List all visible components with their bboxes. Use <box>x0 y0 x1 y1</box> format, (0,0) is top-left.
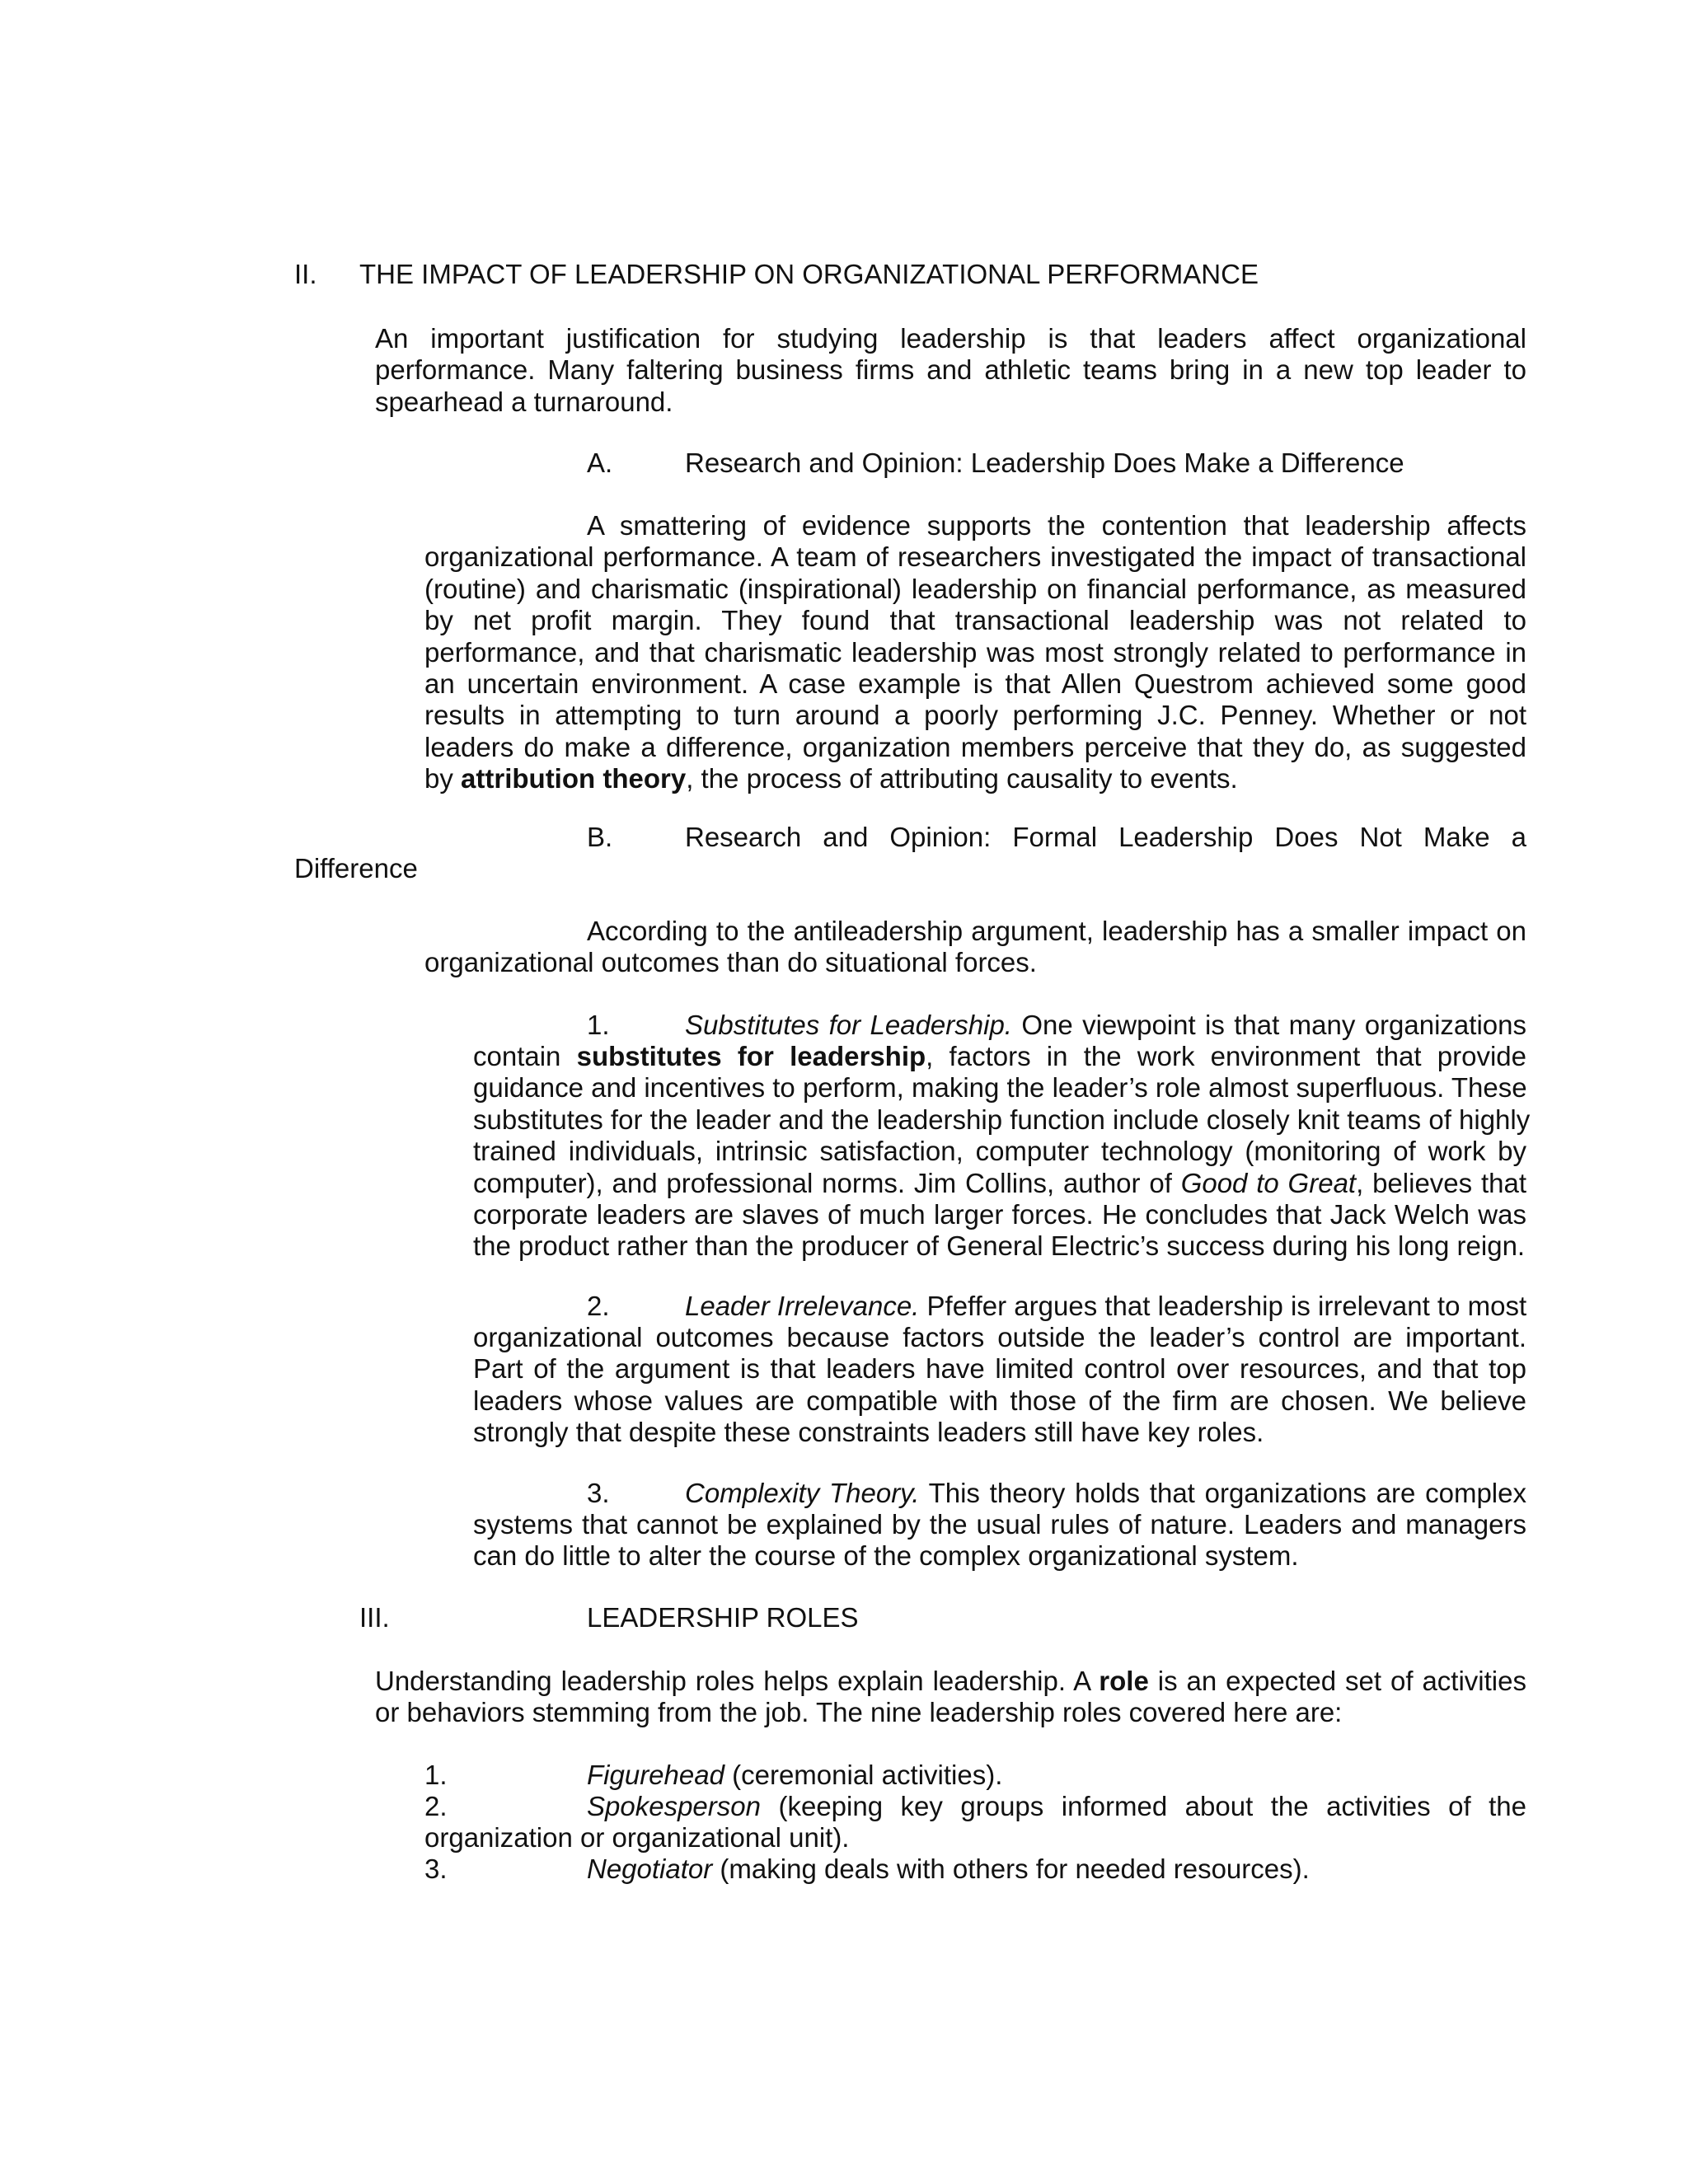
item-3-num: 3. <box>587 1478 610 1508</box>
item-1-first-line: Substitutes for Leadership. One viewpoint is that many organizations <box>685 1010 1526 1040</box>
item-3-first-line: Complexity Theory. This theory holds that organizations are complex <box>685 1478 1526 1508</box>
term-attribution-theory: attribution theory <box>461 763 687 794</box>
para-line: leaders do make a difference, organization members perceive that they do, as suggested <box>424 731 1526 762</box>
intro-line: performance. Many faltering business firms and athletic teams bring in a new top leader to <box>375 354 1526 386</box>
section-iii-numeral: III. <box>359 1602 390 1633</box>
term-substitutes-for-leadership: substitutes for leadership <box>576 1041 926 1071</box>
para-line: (routine) and charismatic (inspirational) leadership on financial performance, as measured <box>424 573 1526 604</box>
item-1-num: 1. <box>587 1010 610 1040</box>
role-2-name: Spokesperson <box>587 1791 761 1821</box>
section-iii-heading: LEADERSHIP ROLES <box>587 1602 859 1633</box>
section-iii-intro: Understanding leadership roles helps explain leadership. A role is an expected set of activities or behaviors stemming from the job. The nine leadership roles covered here are: <box>375 1666 1526 1728</box>
para-line: by attribution theory, the process of attributing causality to events. <box>424 763 1238 794</box>
role-2-num: 2. <box>424 1791 448 1821</box>
para-line: organizational performance. A team of researchers investigated the impact of transactional <box>424 541 1526 573</box>
sub-b-paragraph <box>424 916 1526 979</box>
para-line: performance, and that charismatic leadership was most strongly related to performance in <box>424 636 1526 668</box>
intro-line: An important justification for studying leadership is that leaders affect organizational <box>375 323 1526 354</box>
section-ii-intro <box>375 323 1526 418</box>
para-line: results in attempting to turn around a poorly performing J.C. Penney. Whether or not <box>424 700 1526 731</box>
item-2-num: 2. <box>587 1291 610 1321</box>
item-3-title: Complexity Theory. <box>685 1478 920 1508</box>
item-1-title: Substitutes for Leadership. <box>685 1010 1012 1040</box>
sub-a-paragraph <box>424 510 1526 795</box>
role-2-text: Spokesperson (keeping key groups informed about the activities of the <box>587 1791 1526 1821</box>
book-title: Good to Great <box>1180 1167 1357 1198</box>
sub-a-title: Research and Opinion: Leadership Does Make a Difference <box>685 448 1404 478</box>
intro-line: spearhead a turnaround. <box>375 386 673 417</box>
para-line: an uncertain environment. A case example is that Allen Questrom achieved some good <box>424 668 1526 700</box>
role-1-name: Figurehead <box>587 1760 724 1790</box>
item-2-body: organizational outcomes because factors outside the leader’s control are important. Part of the argument is that leaders have limited control over resources, and that top leaders whose values are compatible with those of the firm are chosen. We believe strongly that despite these constraints leaders still have key roles. <box>473 1322 1526 1448</box>
sub-b-letter: B. <box>587 822 613 852</box>
role-2-wrap: organization or organizational unit). <box>424 1822 850 1853</box>
role-1-num: 1. <box>424 1760 448 1790</box>
sub-b-title: Research and Opinion: Formal Leadership Does Not Make a <box>685 822 1526 852</box>
role-3-name: Negotiator <box>587 1854 713 1884</box>
para-line: According to the antileadership argument, leadership has a smaller impact on <box>587 916 1526 946</box>
role-3-num: 3. <box>424 1854 448 1884</box>
term-role: role <box>1099 1666 1149 1696</box>
section-ii-heading: THE IMPACT OF LEADERSHIP ON ORGANIZATIONAL PERFORMANCE <box>359 259 1259 289</box>
para-line: by net profit margin. They found that transactional leadership was not related to <box>424 605 1526 636</box>
item-2-title: Leader Irrelevance. <box>685 1291 920 1321</box>
item-1-body: contain substitutes for leadership, factors in the work environment that provide guidance and incentives to perform, making the leader’s role almost superfluous. These substitutes for the leader and the leadership function include closely knit teams of highly trained individuals, intrinsic satisfaction, computer technology (monitoring of work by computer), and professional norms. Jim Collins, author of Good to Great, believes that corporate leaders are slaves of much larger forces. He concludes that Jack Welch was the product rather than the producer of General Electric’s success during his long reign. <box>473 1041 1531 1262</box>
role-1-text: Figurehead (ceremonial activities). <box>587 1760 1003 1790</box>
section-ii-numeral: II. <box>294 259 317 289</box>
sub-a-letter: A. <box>587 448 613 478</box>
para-line: organizational outcomes than do situational forces. <box>424 947 1037 978</box>
sub-b-title-wrap: Difference <box>294 853 418 883</box>
item-2-first-line: Leader Irrelevance. Pfeffer argues that leadership is irrelevant to most <box>685 1291 1527 1321</box>
role-3-text: Negotiator (making deals with others for needed resources). <box>587 1854 1310 1884</box>
item-3-body: systems that cannot be explained by the usual rules of nature. Leaders and managers can do little to alter the course of the complex organizational system. <box>473 1509 1526 1572</box>
para-line: A smattering of evidence supports the contention that leadership affects <box>587 510 1526 541</box>
